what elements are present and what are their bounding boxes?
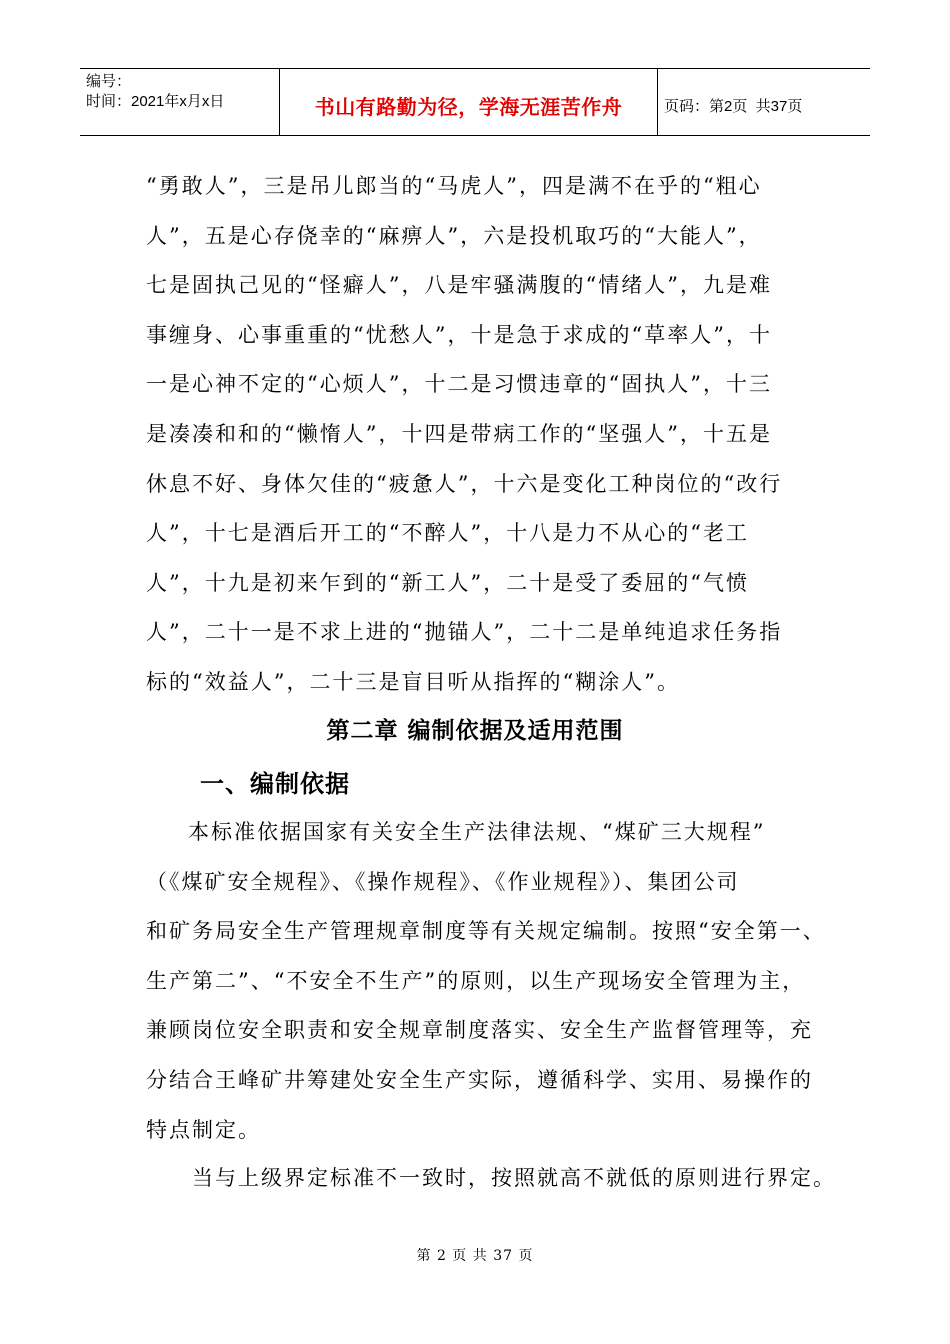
- header-motto: 书山有路勤为径，学海无涯苦作舟: [314, 94, 623, 119]
- text-line: 是凑凑和和的“懒惰人”，十四是带病工作的“坚强人”，十五是: [146, 421, 772, 446]
- body-text-2: [146, 812, 826, 1159]
- page-header: [80, 68, 870, 136]
- header-page-info: 页码：第2页 共37页: [664, 97, 803, 115]
- text-line: 和矿务局安全生产管理规章制度等有关规定编制。按照“安全第一、: [146, 919, 826, 944]
- closing-paragraph: 当与上级界定标准不一致时，按照就高不就低的原则进行界定。: [192, 1166, 836, 1190]
- text-line: （《煤矿安全规程》、《操作规程》、《作业规程》）、集团公司: [146, 869, 740, 894]
- header-time-label: 时间：2021年x月x日: [86, 93, 225, 110]
- text-line: 七是固执己见的“怪癖人”，八是牢骚满腹的“情绪人”，九是难: [146, 273, 772, 298]
- section-title: 一、编制依据: [200, 770, 350, 798]
- text-line: 特点制定。: [146, 1117, 261, 1142]
- text-line: 兼顾岗位安全职责和安全规章制度落实、安全生产监督管理等，充: [146, 1018, 813, 1043]
- text-line: 一是心神不定的“心烦人”，十二是习惯违章的“固执人”，十三: [146, 372, 772, 397]
- body-text-1: [146, 166, 816, 712]
- page-footer: 第 2 页 共 37 页: [416, 1248, 534, 1264]
- text-line: 事缠身、心事重重的“忧愁人”，十是急于求成的“草率人”，十: [146, 322, 772, 347]
- text-line: 本标准依据国家有关安全生产法律法规、“煤矿三大规程”: [188, 820, 766, 844]
- text-line: “勇敢人”，三是吊儿郎当的“马虎人”，四是满不在乎的“粗心: [146, 174, 762, 198]
- text-line: 人”，十七是酒后开工的“不醉人”，十八是力不从心的“老工: [146, 521, 749, 546]
- text-line: 分结合王峰矿井筹建处安全生产实际，遵循科学、实用、易操作的: [146, 1067, 813, 1092]
- chapter-title: 第二章 编制依据及适用范围: [326, 718, 624, 744]
- header-number-label: 编号：: [86, 73, 132, 90]
- header-motto-cell: [280, 69, 658, 135]
- header-meta-cell: [80, 69, 280, 135]
- text-line: 人”，十九是初来乍到的“新工人”，二十是受了委屈的“气愤: [146, 570, 749, 595]
- text-line: 人”，五是心存侥幸的“麻痹人”，六是投机取巧的“大能人”，: [146, 223, 762, 248]
- text-line: 标的“效益人”，二十三是盲目听从指挥的“糊涂人”。: [146, 669, 680, 694]
- text-line: 生产第二”、“不安全不生产”的原则，以生产现场安全管理为主，: [146, 968, 806, 993]
- text-line: 人”，二十一是不求上进的“抛锚人”，二十二是单纯追求任务指: [146, 620, 783, 645]
- text-line: 休息不好、身体欠佳的“疲惫人”，十六是变化工种岗位的“改行: [146, 471, 783, 496]
